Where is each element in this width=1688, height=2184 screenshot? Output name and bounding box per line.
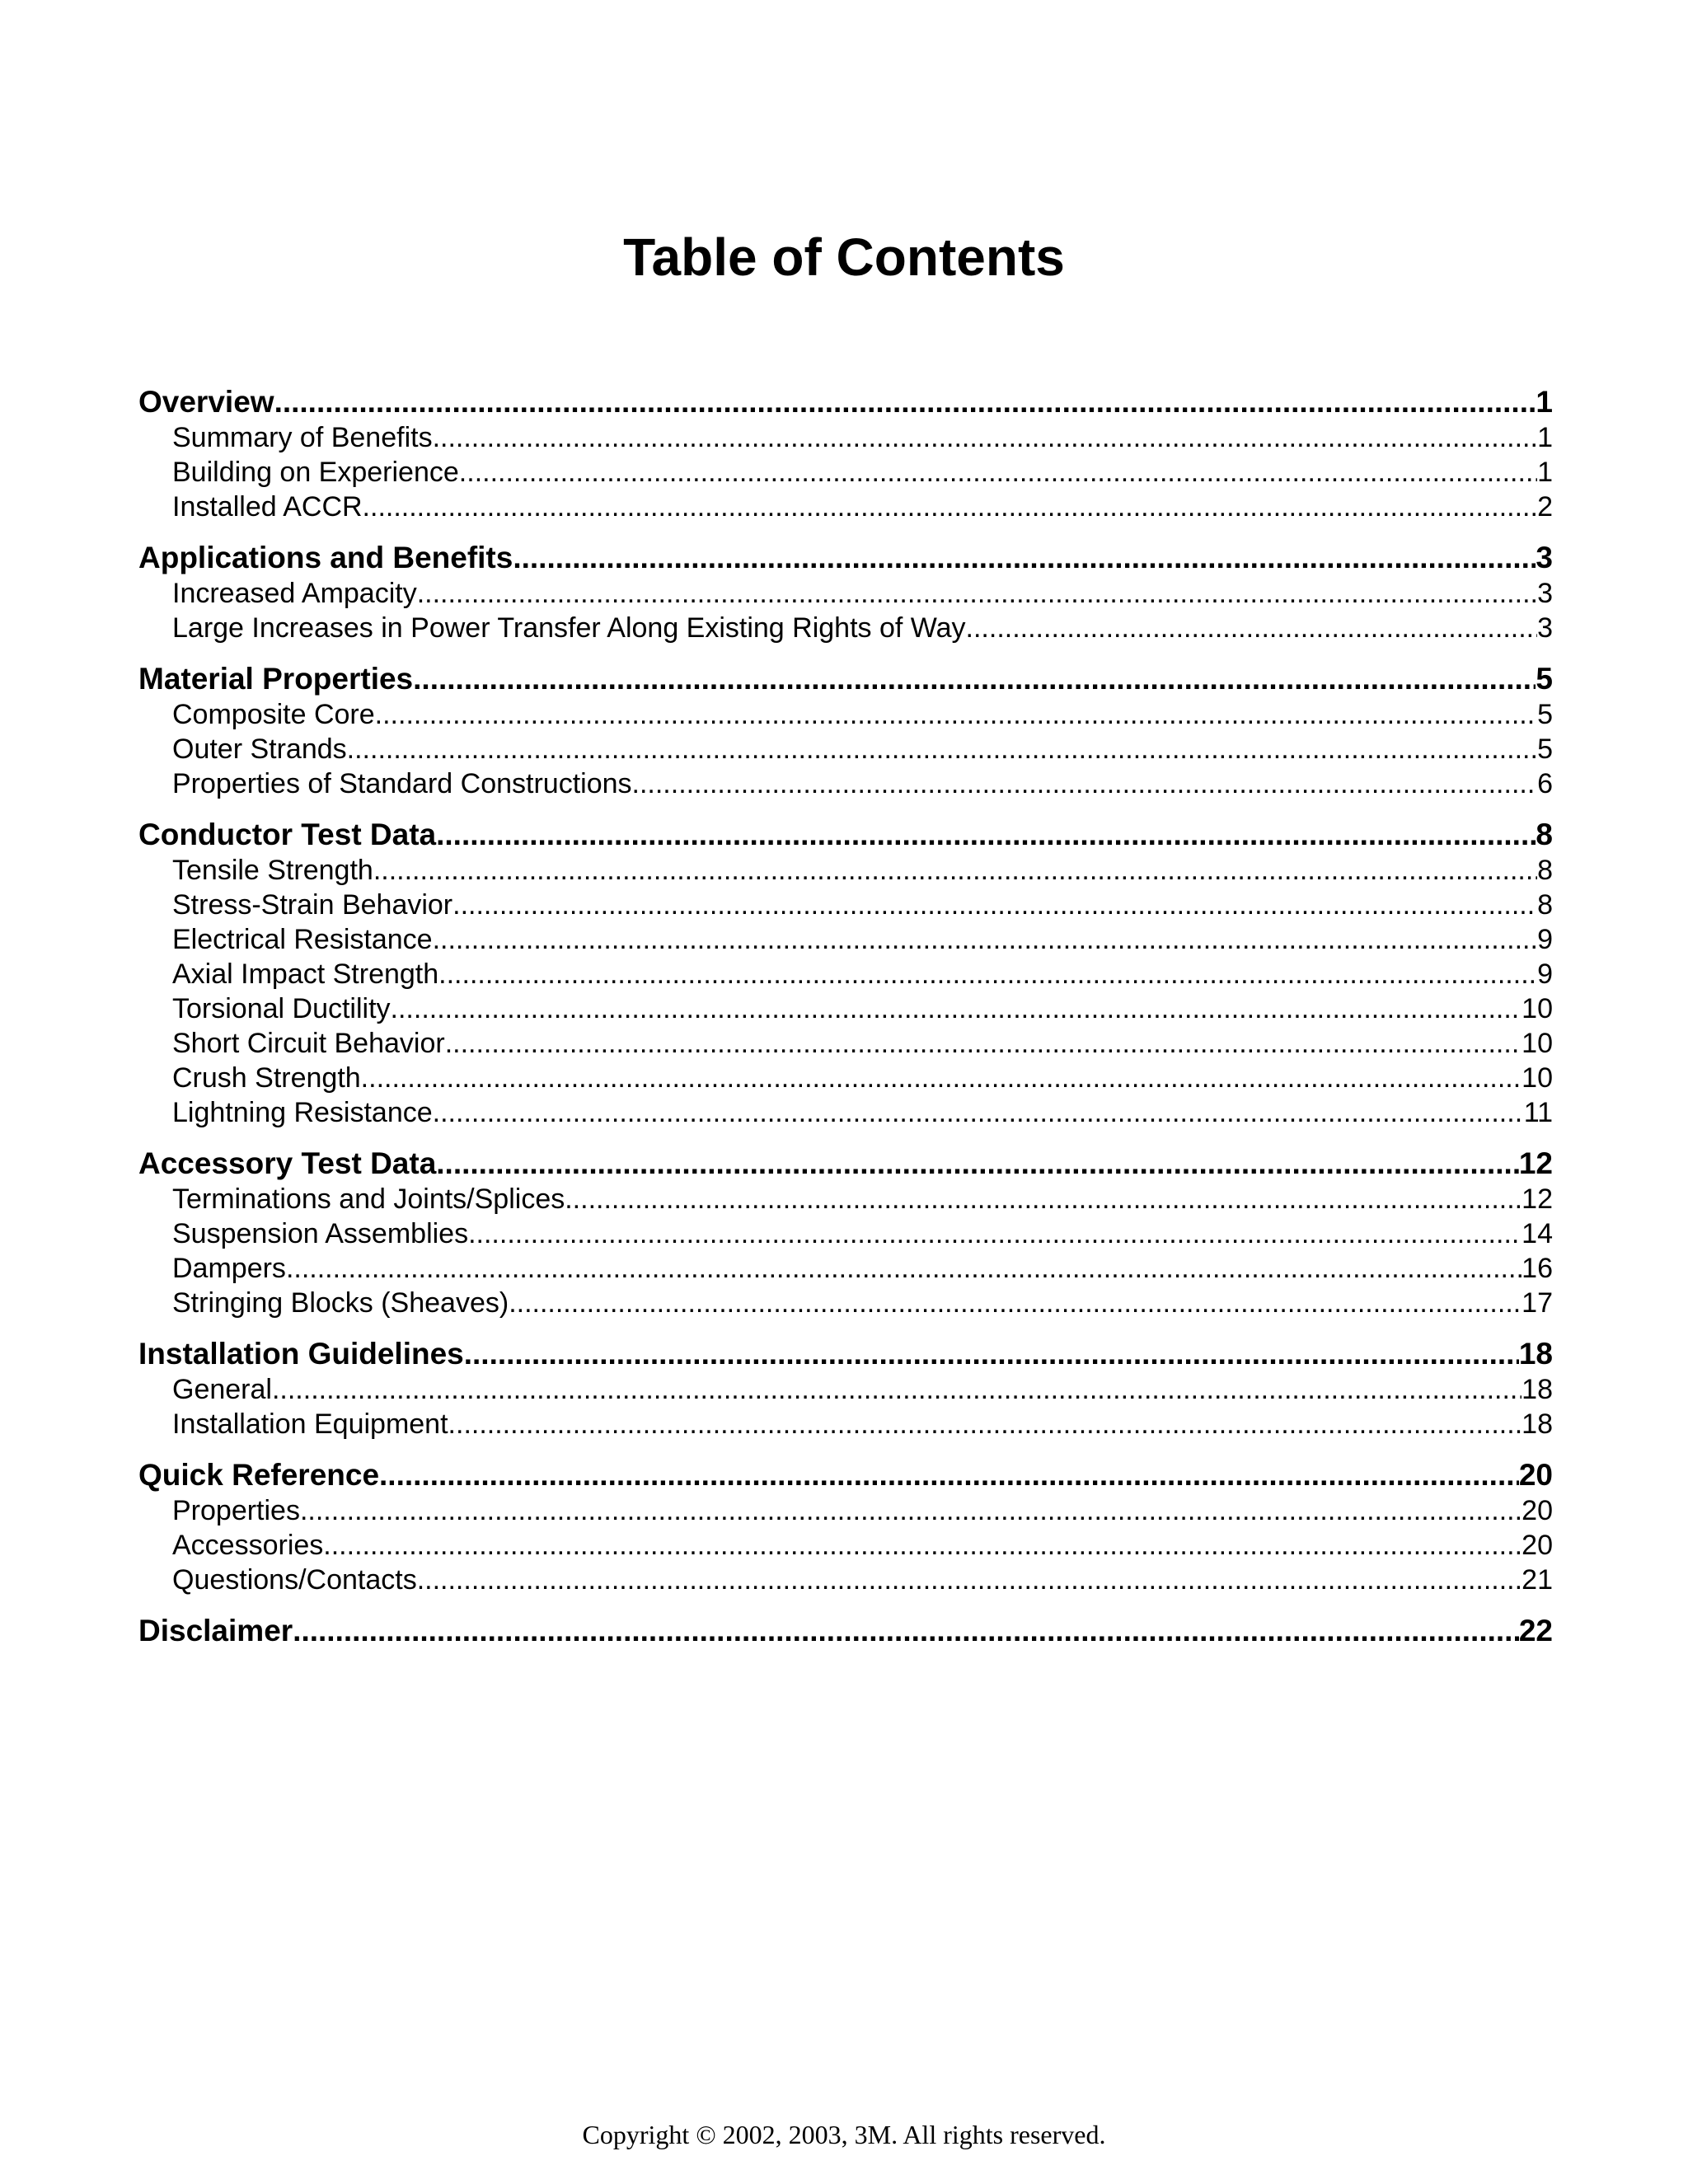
toc-subentry[interactable] — [138, 766, 1553, 801]
dot-leader — [300, 1493, 1522, 1528]
toc-entry-label: Installation Guidelines — [138, 1337, 464, 1371]
dot-leader — [417, 576, 1537, 611]
toc-subentry[interactable] — [138, 455, 1553, 490]
dot-leader — [272, 1372, 1522, 1407]
toc-entry-label: Applications and Benefits — [138, 541, 513, 574]
dot-leader — [433, 420, 1538, 455]
toc-subentry[interactable] — [138, 1563, 1553, 1597]
toc-page-number: 3 — [1536, 541, 1553, 574]
dot-leader — [509, 1286, 1522, 1320]
dot-leader — [417, 1563, 1522, 1597]
dot-leader — [413, 661, 1536, 697]
toc-section-heading[interactable] — [138, 1146, 1553, 1182]
toc-section — [138, 817, 1553, 1130]
toc-entry-label: Installation Equipment — [172, 1408, 448, 1440]
toc-section — [138, 661, 1553, 801]
dot-leader — [433, 1095, 1524, 1130]
toc-subentry[interactable] — [138, 1216, 1553, 1251]
toc-page-number: 9 — [1537, 924, 1553, 955]
dot-leader — [468, 1216, 1522, 1251]
toc-section-heading[interactable] — [138, 540, 1553, 576]
toc-entry-label: Building on Experience — [172, 457, 459, 488]
toc-subentry[interactable] — [138, 1407, 1553, 1441]
page-title: Table of Contents — [623, 227, 1065, 287]
toc-entry-label: Torsional Ductility — [172, 993, 391, 1024]
toc-entry-label: Accessory Test Data — [138, 1146, 437, 1180]
table-of-contents — [138, 384, 1553, 1665]
toc-entry-label: Summary of Benefits — [172, 422, 433, 453]
toc-page-number: 3 — [1537, 612, 1553, 644]
toc-entry-label: Terminations and Joints/Splices — [172, 1183, 565, 1215]
toc-subentry[interactable] — [138, 611, 1553, 645]
dot-leader — [445, 1026, 1522, 1061]
toc-page-number: 16 — [1522, 1253, 1553, 1284]
toc-page-number: 9 — [1537, 958, 1553, 990]
toc-page-number: 5 — [1537, 699, 1553, 730]
dot-leader — [373, 853, 1537, 888]
toc-page-number: 10 — [1522, 1028, 1553, 1059]
toc-section-heading[interactable] — [138, 661, 1553, 697]
toc-page-number: 11 — [1523, 1097, 1553, 1128]
toc-entry-label: Properties of Standard Constructions — [172, 768, 632, 799]
dot-leader — [379, 1457, 1519, 1493]
toc-page-number: 18 — [1518, 1337, 1553, 1371]
toc-subentry[interactable] — [138, 697, 1553, 732]
toc-entry-label: Dampers — [172, 1253, 286, 1284]
dot-leader — [361, 1061, 1522, 1095]
toc-subentry[interactable] — [138, 1182, 1553, 1216]
toc-entry-label: Crush Strength — [172, 1062, 361, 1094]
toc-subentry[interactable] — [138, 888, 1553, 922]
toc-subentry[interactable] — [138, 1251, 1553, 1286]
dot-leader — [438, 957, 1537, 991]
toc-entry-label: Suspension Assemblies — [172, 1218, 469, 1249]
toc-subentry[interactable] — [138, 1493, 1553, 1528]
toc-section — [138, 384, 1553, 524]
dot-leader — [966, 611, 1538, 645]
toc-subentry[interactable] — [138, 1372, 1553, 1407]
toc-page-number: 17 — [1522, 1287, 1553, 1319]
toc-section-heading[interactable] — [138, 817, 1553, 853]
toc-section-heading[interactable] — [138, 384, 1553, 420]
toc-page-number: 6 — [1537, 768, 1553, 799]
toc-page-number: 10 — [1522, 993, 1553, 1024]
dot-leader — [286, 1251, 1522, 1286]
toc-subentry[interactable] — [138, 957, 1553, 991]
toc-entry-label: Stress-Strain Behavior — [172, 889, 453, 921]
dot-leader — [464, 1336, 1519, 1372]
toc-entry-label: Large Increases in Power Transfer Along Existing Rights of Way — [172, 612, 966, 644]
dot-leader — [347, 732, 1537, 766]
toc-section — [138, 1146, 1553, 1320]
toc-page-number: 5 — [1536, 662, 1553, 696]
toc-page-number: 18 — [1522, 1408, 1553, 1440]
toc-subentry[interactable] — [138, 922, 1553, 957]
toc-page-number: 10 — [1522, 1062, 1553, 1094]
dot-leader — [375, 697, 1537, 732]
toc-subentry[interactable] — [138, 420, 1553, 455]
dot-leader — [323, 1528, 1522, 1563]
toc-page-number: 21 — [1522, 1564, 1553, 1596]
toc-entry-label: Properties — [172, 1495, 300, 1526]
dot-leader — [436, 817, 1536, 853]
toc-entry-label: Material Properties — [138, 662, 414, 696]
toc-page-number: 20 — [1518, 1458, 1553, 1492]
toc-entry-label: Conductor Test Data — [138, 818, 437, 851]
toc-page-number: 18 — [1522, 1374, 1553, 1405]
toc-entry-label: Axial Impact Strength — [172, 958, 439, 990]
toc-subentry[interactable] — [138, 576, 1553, 611]
dot-leader — [436, 1146, 1519, 1182]
toc-subentry[interactable] — [138, 853, 1553, 888]
toc-page-number: 1 — [1536, 385, 1553, 419]
dot-leader — [513, 540, 1536, 576]
dot-leader — [448, 1407, 1522, 1441]
toc-entry-label: Tensile Strength — [172, 855, 373, 886]
toc-page-number: 20 — [1522, 1495, 1553, 1526]
toc-section — [138, 540, 1553, 645]
toc-subentry[interactable] — [138, 1286, 1553, 1320]
toc-subentry[interactable] — [138, 732, 1553, 766]
toc-section — [138, 1457, 1553, 1597]
dot-leader — [632, 766, 1538, 801]
toc-section-heading[interactable] — [138, 1613, 1553, 1649]
toc-subentry[interactable] — [138, 1061, 1553, 1095]
toc-entry-label: Composite Core — [172, 699, 375, 730]
toc-page-number: 1 — [1537, 422, 1553, 453]
toc-entry-label: Quick Reference — [138, 1458, 380, 1492]
toc-section — [138, 1613, 1553, 1649]
dot-leader — [363, 490, 1538, 524]
toc-entry-label: Short Circuit Behavior — [172, 1028, 445, 1059]
toc-entry-label: Stringing Blocks (Sheaves) — [172, 1287, 509, 1319]
toc-entry-label: Electrical Resistance — [172, 924, 433, 955]
toc-subentry[interactable] — [138, 1528, 1553, 1563]
toc-entry-label: Questions/Contacts — [172, 1564, 417, 1596]
toc-page-number: 12 — [1518, 1146, 1553, 1180]
toc-page-number: 2 — [1537, 491, 1553, 523]
toc-section — [138, 1336, 1553, 1441]
toc-subentry[interactable] — [138, 1095, 1553, 1130]
toc-subentry[interactable] — [138, 991, 1553, 1026]
toc-entry-label: Accessories — [172, 1530, 324, 1561]
toc-entry-label: Increased Ampacity — [172, 578, 417, 609]
toc-section-heading[interactable] — [138, 1336, 1553, 1372]
dot-leader — [452, 888, 1537, 922]
toc-subentry[interactable] — [138, 1026, 1553, 1061]
toc-page-number: 14 — [1522, 1218, 1553, 1249]
copyright-notice: Copyright © 2002, 2003, 3M. All rights reserved. — [582, 2120, 1106, 2149]
toc-subentry[interactable] — [138, 490, 1553, 524]
dot-leader — [391, 991, 1522, 1026]
toc-entry-label: Disclaimer — [138, 1614, 293, 1647]
toc-entry-label: Overview — [138, 385, 274, 419]
toc-page-number: 22 — [1518, 1614, 1553, 1647]
dot-leader — [433, 922, 1538, 957]
toc-page-number: 1 — [1537, 457, 1553, 488]
dot-leader — [459, 455, 1537, 490]
toc-entry-label: Lightning Resistance — [172, 1097, 433, 1128]
toc-page-number: 20 — [1522, 1530, 1553, 1561]
toc-entry-label: Outer Strands — [172, 733, 347, 765]
toc-page-number: 12 — [1522, 1183, 1553, 1215]
toc-page-number: 8 — [1536, 818, 1553, 851]
dot-leader — [565, 1182, 1522, 1216]
toc-page-number: 3 — [1537, 578, 1553, 609]
toc-page-number: 8 — [1537, 855, 1553, 886]
toc-page-number: 5 — [1537, 733, 1553, 765]
toc-entry-label: General — [172, 1374, 272, 1405]
toc-entry-label: Installed ACCR — [172, 491, 363, 523]
toc-section-heading[interactable] — [138, 1457, 1553, 1493]
dot-leader — [274, 384, 1536, 420]
dot-leader — [293, 1613, 1519, 1649]
toc-page-number: 8 — [1537, 889, 1553, 921]
